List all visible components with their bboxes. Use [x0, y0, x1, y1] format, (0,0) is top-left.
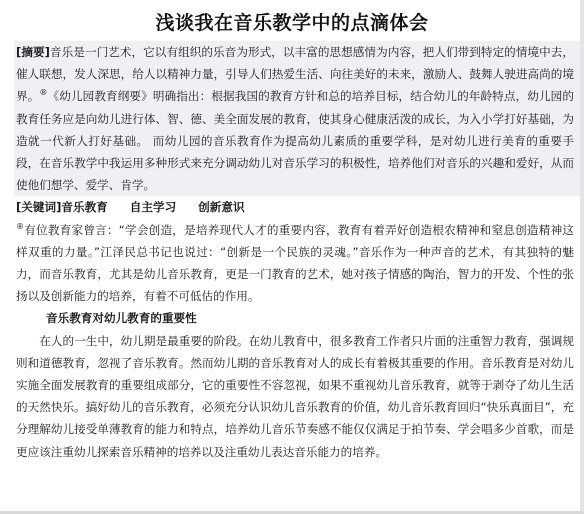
keyword-item: 音乐教育 [61, 200, 108, 215]
footnote-mark-icon: ® [39, 88, 48, 98]
footnote-mark-icon: ® [16, 221, 24, 231]
abstract-text-part2: 《幼儿园教育纲要》明确指出：根据我国的教育方针和总的培养目标，结合幼儿的年龄特点，幼儿园的教育任务应是向幼儿进行体、智、德、美全面发展的教育，使其身心健康活泼的成长，为入小学打好基础，为造就一代新人打好基础。 而幼儿园的音乐教育作为提高幼儿素质的重要学科，是对幼儿进行美育的重要手段，在音乐教学中我运用多种形式来充分调动幼儿对音乐学习的积极性，培养他们对音乐的兴趣和爱好，从而使他们想学、爱学、肯学。 [16, 89, 574, 193]
scrollbar[interactable] [580, 0, 584, 514]
abstract-paragraph [14, 41, 580, 196]
keyword-item: 自主学习 [129, 200, 177, 215]
keywords-label: [关键词] [16, 200, 62, 215]
abstract-text-part1: 音乐是一门艺术，它以有组织的乐音为形式，以丰富的思想感情为内容，把人们带到特定的情境中去，催人联想，发人深思，给人以精神力量，引导人们热爱生活、向往美好的未来，激励人、鼓舞人驶进高尚的境界。 [16, 45, 574, 104]
document-title: 浅谈我在音乐教学中的点滴体会 [155, 12, 429, 34]
intro-text: 有位教育家曾言：“学会创造，是培养现代人才的重要内容，教育有着弄好创造根农精神和窒息创造精神这样双重的力量。”江泽民总书记也说过：“创新是一个民族的灵魂。”音乐作为一种声音的艺术，有其独特的魅力，而音乐教育，尤其是幼儿音乐教育，更是一门教育的艺术，她对孩子情感的陶治，智力的开发、个性的张扬以及创新能力的培养，有着不可低估的作用。 [16, 222, 574, 304]
abstract-label: [摘要] [16, 45, 50, 59]
section-paragraph: 在人的一生中，幼儿期是最重要的阶段。在幼儿教育中，很多教育工作者只片面的注重智力教育，强调规则和道德教育，忽视了音乐教育。然而幼儿期的音乐教育对人的成长有着极其重要的作用。音乐教育是对幼儿实施全面发展教育的重要组成部分，它的重要性不容忽视，如果不重视幼儿音乐教育，就等于剥夺了幼儿生活的天然快乐。搞好幼儿的音乐教育，必须充分认识幼儿音乐教育的价值，幼儿音乐教育回归“快乐真面目”，充分理解幼儿接受单薄教育的能力和特点，培养幼儿音乐节奏感不能仅仅满足于拍节奏、学会唱多少首歌，而是更应该注重幼儿探索音乐精神的培养以及注重幼儿表达音乐能力的培养。 [16, 333, 574, 459]
intro-paragraph [16, 219, 574, 308]
document-body [16, 41, 574, 463]
keyword-item: 创新意识 [198, 200, 245, 215]
keywords-line [16, 196, 574, 218]
section-heading: 音乐教育对幼儿教育的重要性 [46, 311, 197, 326]
